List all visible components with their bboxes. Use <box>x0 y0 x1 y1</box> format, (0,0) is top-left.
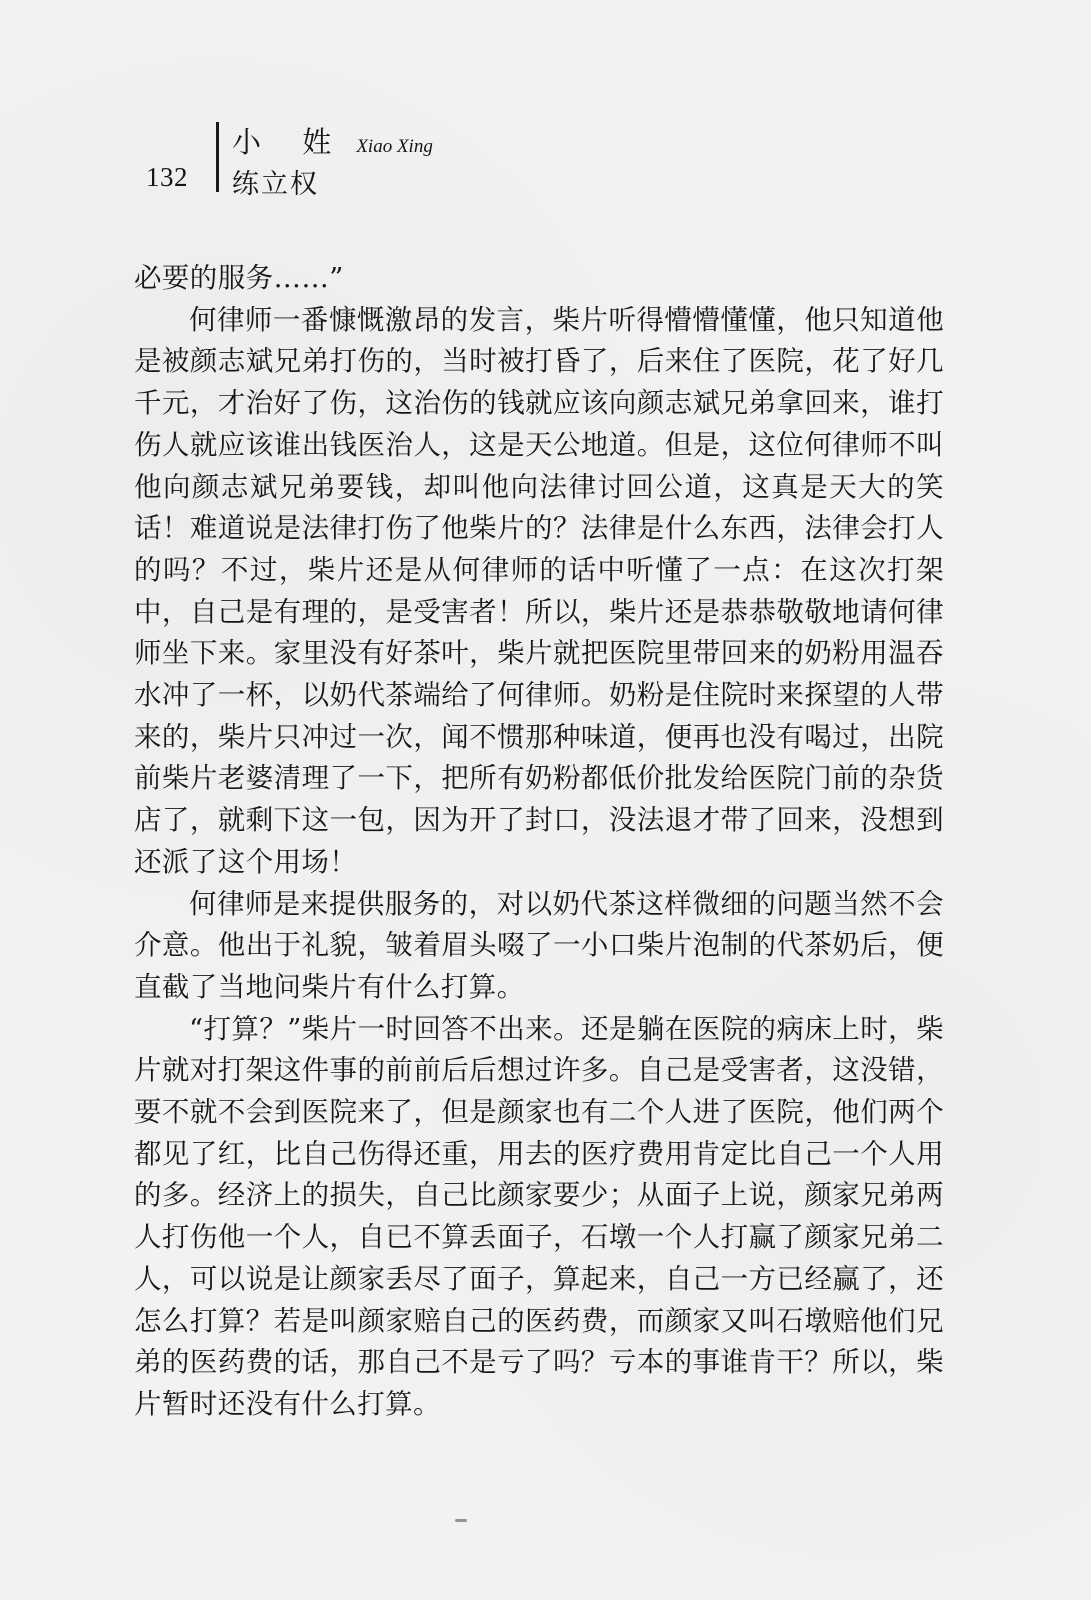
author-name: 练立权 <box>232 169 319 200</box>
print-speck <box>455 1519 467 1522</box>
running-header <box>134 118 534 202</box>
story-title-pinyin: Xiao Xing <box>356 136 433 157</box>
paragraph: 何律师一番慷慨激昂的发言，柴片听得懵懵懂懂，他只知道他是被颜志斌兄弟打伤的，当时被打昏了，后来住了医院，花了好几千元，才治好了伤，这治伤的钱就应该向颜志斌兄弟拿回来，谁打伤人就应该谁出钱医治人，这是天公地道。但是，这位何律师不叫他向颜志斌兄弟要钱，却叫他向法律讨回公道，这真是天大的笑话！难道说是法律打伤了他柴片的？法律是什么东西，法律会打人的吗？不过，柴片还是从何律师的话中听懂了一点：在这次打架中，自己是有理的，是受害者！所以，柴片还是恭恭敬敬地请何律师坐下来。家里没有好茶叶，柴片就把医院里带回来的奶粉用温吞水冲了一杯，以奶代茶端给了何律师。奶粉是住院时来探望的人带来的，柴片只冲过一次，闻不惯那种味道，便再也没有喝过，出院前柴片老婆清理了一下，把所有奶粉都低价批发给医院门前的杂货店了，就剩下这一包，因为开了封口，没法退才带了回来，没想到还派了这个用场！ <box>134 303 944 878</box>
story-title: 小 姓 <box>232 125 348 159</box>
header-divider <box>216 122 219 192</box>
body-text <box>134 258 944 1426</box>
story-title-line <box>232 120 433 161</box>
paragraph: 必要的服务……” <box>134 262 344 294</box>
page-number: 132 <box>146 162 188 192</box>
paragraph: 何律师是来提供服务的，对以奶代茶这样微细的问题当然不会介意。他出于礼貌，皱着眉头啜了一小口柴片泡制的代茶奶后，便直截了当地问柴片有什么打算。 <box>134 887 944 1003</box>
paragraph: “打算？”柴片一时回答不出来。还是躺在医院的病床上时，柴片就对打架这件事的前前后后想过许多。自己是受害者，这没错，要不就不会到医院来了，但是颜家也有二个人进了医院，他们两个都见了红，比自己伤得还重，用去的医疗费用肯定比自己一个人用的多。经济上的损失，自己比颜家要少；从面子上说，颜家兄弟两人打伤他一个人，自已不算丢面子，石墩一个人打赢了颜家兄弟二人，可以说是让颜家丢尽了面子，算起来，自己一方已经赢了，还怎么打算？若是叫颜家赔自己的医药费，而颜家又叫石墩赔他们兄弟的医药费的话，那自己不是亏了吗？亏本的事谁肯干？所以，柴片暂时还没有什么打算。 <box>134 1012 944 1420</box>
